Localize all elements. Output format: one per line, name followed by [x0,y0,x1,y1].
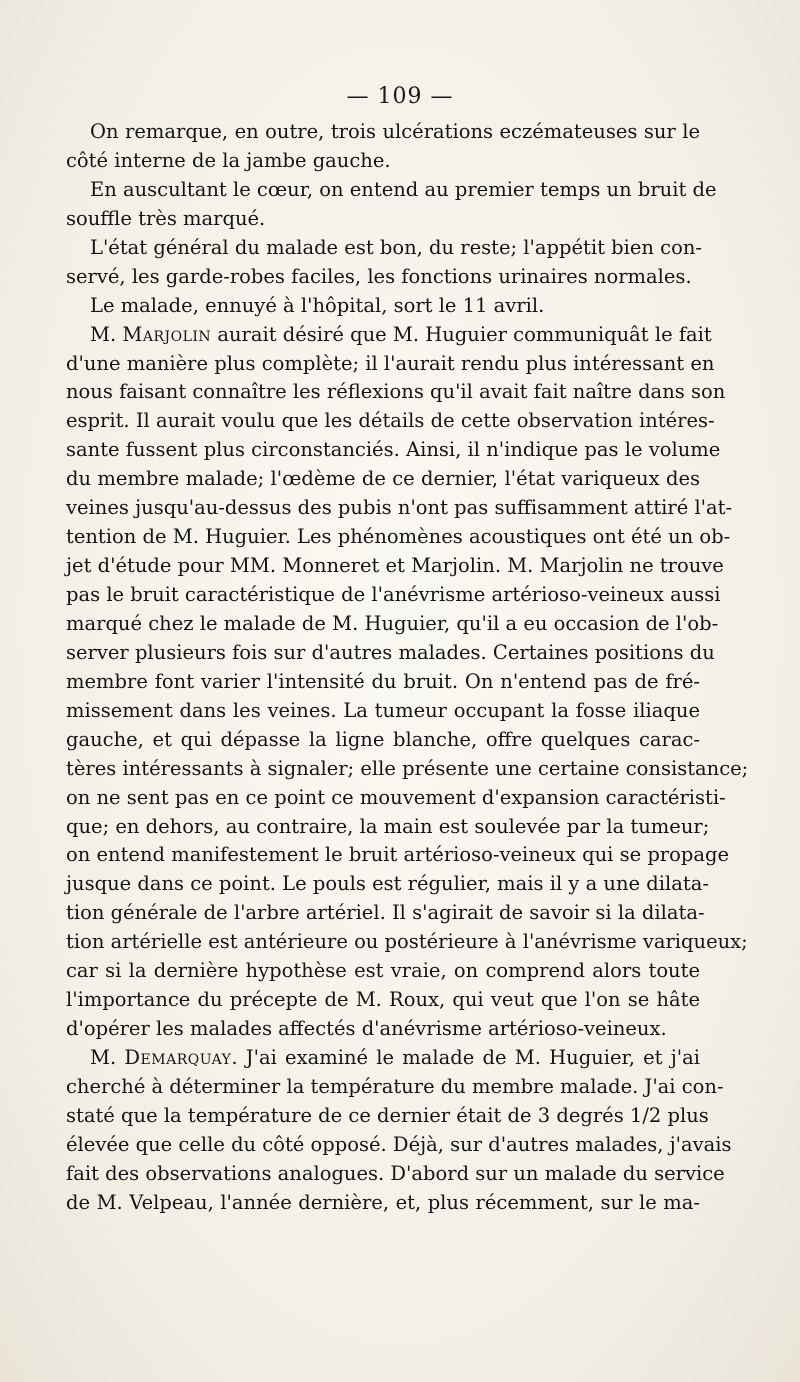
text-line: que; en dehors, au contraire, la main est soulevée par la tumeur; [66,814,710,838]
page-number: — 109 — [346,84,454,109]
text-line: server plusieurs fois sur d'autres malades. Certaines positions du [66,640,715,664]
text-line: pas le bruit caractéristique de l'anévrisme artérioso-veineux aussi [66,583,721,606]
text-line: de M. Velpeau, l'année dernière, et, plus récemment, sur le ma- [66,1190,700,1214]
text-line: jet d'étude pour MM. Monneret et Marjolin. M. Marjolin ne trouve [66,554,724,578]
text-line: élevée que celle du côté opposé. Déjà, sur d'autres malades, j'avais [66,1132,732,1156]
text-line: veines jusqu'au-dessus des pubis n'ont pas suffisamment attiré l'at- [66,496,733,520]
text-line: esprit. Il aurait voulu que les détails de cette observation intéres- [66,409,715,433]
text-line: souffle très marqué. [66,206,266,230]
text-line: membre font varier l'intensité du bruit. On n'entend pas de fré- [66,669,700,693]
text-line: tention de M. Huguier. Les phénomènes acoustiques ont été un ob- [66,525,731,549]
text-line: sante fussent plus circonstanciés. Ainsi, il n'indique pas le volume [66,438,721,462]
text-line: on ne sent pas en ce point ce mouvement d'expansion caractéristi- [66,785,726,809]
text-line: tion générale de l'arbre artériel. Il s'agirait de savoir si la dilata- [66,901,705,925]
text-line: du membre malade; l'œdème de ce dernier, l'état variqueux des [66,467,700,491]
line-prefix: M. [90,322,123,346]
text-line: staté que la température de ce dernier était de 3 degrés 1/2 plus [66,1103,709,1127]
text-line: d'une manière plus complète; il l'aurait rendu plus intéressant en [66,351,715,375]
line-rest: aurait désiré que M. Huguier communiquât le fait [211,322,712,346]
text-line: l'importance du précepte de M. Roux, qui veut que l'on se hâte [66,988,700,1012]
text-line [90,321,712,350]
line-prefix: M. [90,1046,125,1069]
text-line: On remarque, en outre, trois ulcérations eczémateuses sur le [90,120,700,143]
text-line: tion artérielle est antérieure ou postérieure à l'anévrisme variqueux; [66,930,748,954]
text-line: jusque dans ce point. Le pouls est régulier, mais il y a une dilata- [66,872,709,896]
text-line: fait des observations analogues. D'abord sur un malade du service [66,1161,725,1185]
text-line: gauche, et qui dépasse la ligne blanche, offre quelques carac- [66,727,700,751]
text-line: d'opérer les malades affectés d'anévrisme artérioso-veineux. [66,1017,667,1041]
text-line: Le malade, ennuyé à l'hôpital, sort le 11 avril. [90,293,545,317]
text-line: L'état général du malade est bon, du reste; l'appétit bien con- [90,235,702,259]
text-line: tères intéressants à signaler; elle présente une certaine consistance; [66,756,749,780]
text-line: servé, les garde-robes faciles, les fonctions urinaires normales. [66,264,692,288]
text-line [90,1044,700,1073]
text-line: cherché à déterminer la température du membre malade. J'ai con- [66,1074,724,1098]
text-line: car si la dernière hypothèse est vraie, on comprend alors toute [66,959,700,983]
text-line: En auscultant le cœur, on entend au premier temps un bruit de [90,177,717,201]
text-line: marqué chez le malade de M. Huguier, qu'il a eu occasion de l'ob- [66,611,719,635]
text-line: missement dans les veines. La tumeur occupant la fosse iliaque [66,698,700,722]
speaker-name: Marjolin [122,322,212,346]
text-line: on entend manifestement le bruit artérioso-veineux qui se propage [66,843,729,867]
speaker-name: Demarquay [124,1046,232,1069]
text-line: nous faisant connaître les réflexions qu'il avait fait naître dans son [66,380,726,404]
body-text [66,118,749,1218]
line-rest: . J'ai examiné le malade de M. Huguier, et j'ai [231,1046,700,1069]
text-line: côté interne de la jambe gauche. [66,148,391,172]
